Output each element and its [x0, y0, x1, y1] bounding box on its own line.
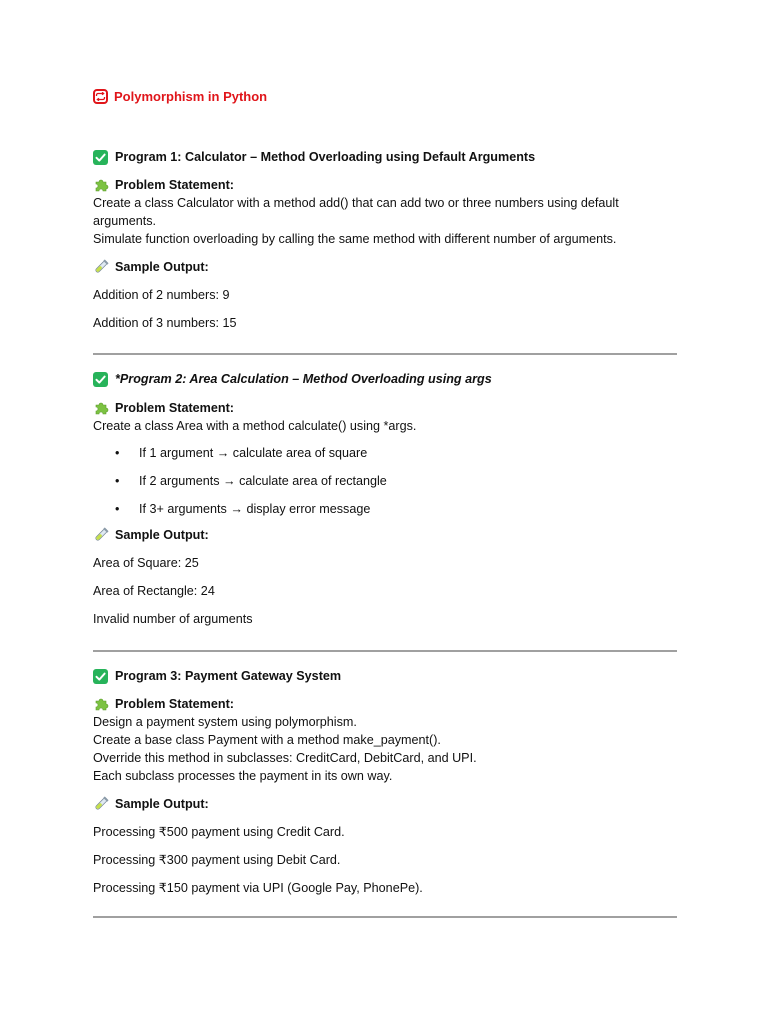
output-line: Invalid number of arguments — [93, 612, 253, 627]
section-divider — [93, 353, 677, 355]
output-line: Area of Rectangle: 24 — [93, 584, 215, 599]
problem-statement-label: Problem Statement: — [115, 401, 234, 415]
argument-rules-list — [93, 444, 677, 518]
problem-statement-label: Problem Statement: — [115, 178, 234, 192]
output-line: Processing ₹150 payment via UPI (Google Pay, PhonePe). — [93, 881, 423, 895]
section-divider — [93, 916, 677, 918]
section-divider — [93, 650, 677, 652]
list-item: • If 1 argument → calculate area of square — [93, 444, 677, 462]
test-tube-icon — [93, 259, 109, 275]
problem-line: Create a class Area with a method calculate() using *args. — [93, 419, 417, 433]
program-1-problem-text — [93, 194, 677, 248]
check-mark-icon — [93, 150, 108, 165]
puzzle-piece-icon — [93, 400, 109, 416]
sample-output-label: Sample Output: — [115, 528, 209, 543]
program-1-section — [93, 148, 677, 332]
list-item: • If 3+ arguments → display error message — [93, 500, 677, 518]
test-tube-icon — [93, 527, 109, 543]
check-mark-icon — [93, 669, 108, 684]
sample-output-label: Sample Output: — [115, 797, 209, 811]
output-line: Addition of 2 numbers: 9 — [93, 288, 230, 302]
program-3-heading: Program 3: Payment Gateway System — [115, 669, 342, 683]
document-title-row — [93, 89, 267, 104]
document-title: Polymorphism in Python — [114, 89, 268, 104]
program-2-heading-row — [93, 370, 677, 388]
problem-line: arguments. — [93, 214, 156, 228]
problem-line: Design a payment system using polymorphism. — [93, 715, 357, 729]
problem-line: Create a base class Payment with a method make_payment(). — [93, 733, 441, 747]
list-item: • If 2 arguments → calculate area of rectangle — [93, 472, 677, 490]
program-3-section — [93, 667, 677, 897]
program-1-problem-heading — [93, 176, 677, 194]
check-mark-icon — [93, 372, 108, 387]
program-1-heading-row — [93, 148, 677, 166]
program-1-output-heading — [93, 258, 677, 276]
problem-line: Create a class Calculator with a method add() that can add two or three numbers using default — [93, 196, 619, 210]
output-line: Processing ₹300 payment using Debit Card. — [93, 853, 341, 867]
program-1-heading: Program 1: Calculator – Method Overloading using Default Arguments — [115, 150, 536, 164]
program-2-output-heading — [93, 526, 677, 544]
output-line: Addition of 3 numbers: 15 — [93, 316, 237, 330]
program-3-output-heading — [93, 795, 677, 813]
program-3-problem-heading — [93, 695, 677, 713]
problem-line: Simulate function overloading by calling the same method with different number of arguments. — [93, 232, 617, 246]
puzzle-piece-icon — [93, 177, 109, 193]
program-2-heading: *Program 2: Area Calculation – Method Overloading using args — [115, 372, 492, 386]
program-3-heading-row — [93, 667, 677, 685]
problem-line: Override this method in subclasses: CreditCard, DebitCard, and UPI. — [93, 751, 477, 765]
output-line: Processing ₹500 payment using Credit Card. — [93, 825, 345, 839]
test-tube-icon — [93, 796, 109, 812]
problem-statement-label: Problem Statement: — [115, 697, 234, 711]
repeat-icon — [93, 89, 108, 104]
program-2-problem-heading — [93, 399, 677, 417]
output-line: Area of Square: 25 — [93, 556, 199, 571]
sample-output-label: Sample Output: — [115, 260, 209, 274]
program-3-problem-text — [93, 713, 677, 785]
puzzle-piece-icon — [93, 696, 109, 712]
problem-line: Each subclass processes the payment in its own way. — [93, 769, 393, 783]
program-2-section — [93, 370, 677, 628]
